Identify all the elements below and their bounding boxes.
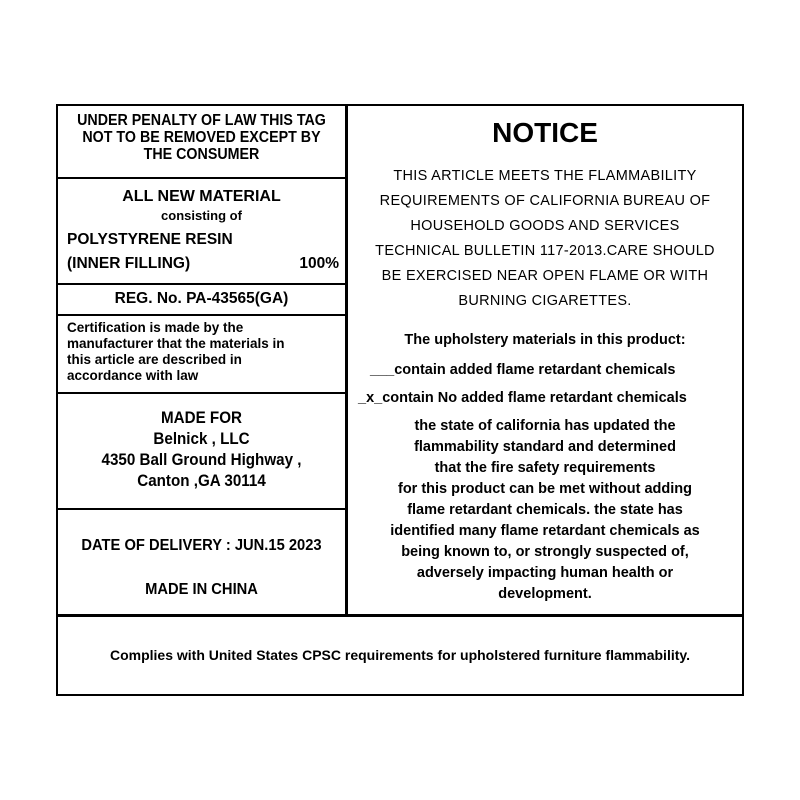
penalty-line: UNDER PENALTY OF LAW THIS TAG — [77, 112, 326, 129]
material-heading: ALL NEW MATERIAL — [122, 188, 281, 205]
horizontal-divider — [58, 614, 742, 617]
notice-line: BURNING CIGARETTES. — [458, 293, 632, 309]
notice-line: TECHNICAL BULLETIN 117-2013.CARE SHOULD — [375, 243, 715, 259]
filling-row — [58, 252, 345, 276]
statement-line: the state of california has updated the — [414, 418, 676, 434]
delivery-date: DATE OF DELIVERY : JUN.15 2023 — [81, 537, 322, 554]
option-added-chemicals — [348, 360, 742, 380]
made-for-line: Canton ,GA 30114 — [137, 472, 266, 490]
left-panel — [58, 106, 345, 614]
penalty-line: NOT TO BE REMOVED EXCEPT BY — [82, 129, 321, 146]
law-tag-label — [56, 104, 744, 696]
made-for-line: 4350 Ball Ground Highway , — [101, 451, 302, 469]
statement-line: development. — [498, 586, 592, 602]
made-for-section — [69, 408, 333, 492]
material-section — [58, 186, 345, 276]
statement-line: for this product can be met without adding — [397, 481, 693, 497]
country-of-origin: MADE IN CHINA — [145, 581, 258, 598]
option-text: contain No added flame retardant chemicals — [382, 390, 687, 406]
material-name: POLYSTYRENE RESIN — [67, 231, 233, 248]
notice-line: REQUIREMENTS OF CALIFORNIA BUREAU OF — [379, 193, 711, 209]
consisting-of-text: consisting of — [161, 208, 242, 223]
penalty-line: THE CONSUMER — [143, 146, 260, 163]
cpsc-compliance-footer: Complies with United States CPSC requirements for upholstered furniture flammability. — [109, 647, 691, 663]
notice-line: BE EXERCISED NEAR OPEN FLAME OR WITH — [381, 268, 709, 284]
divider — [58, 508, 345, 510]
statement-line: flammability standard and determined — [414, 439, 676, 455]
notice-body — [348, 164, 742, 314]
notice-line: HOUSEHOLD GOODS AND SERVICES — [410, 218, 680, 234]
registration-number: REG. No. PA-43565(GA) — [114, 290, 289, 307]
certification-line: accordance with law — [67, 368, 199, 383]
divider — [58, 392, 345, 394]
penalty-warning — [69, 112, 333, 163]
notice-title: NOTICE — [492, 117, 598, 148]
statement-line: that the fire safety requirements — [434, 460, 656, 476]
option-checked-mark: _x_ — [358, 390, 383, 406]
material-name-row — [58, 228, 345, 252]
option-no-added-chemicals — [348, 388, 742, 408]
filling-label: (INNER FILLING) — [67, 255, 191, 272]
made-for-line: MADE FOR — [161, 409, 242, 427]
california-statement — [348, 416, 742, 605]
certification-line: this article are described in — [67, 352, 242, 367]
notice-panel — [348, 106, 742, 614]
divider — [58, 283, 345, 285]
filling-percent: 100% — [299, 255, 339, 272]
made-for-line: Belnick , LLC — [153, 430, 250, 448]
certification-text — [58, 320, 345, 384]
statement-line: identified many flame retardant chemicals as — [390, 523, 700, 539]
option-blank-mark: ___ — [370, 362, 395, 378]
divider — [58, 314, 345, 316]
statement-line: flame retardant chemicals. the state has — [407, 502, 683, 518]
statement-line: adversely impacting human health or — [416, 565, 674, 581]
option-text: contain added flame retardant chemicals — [394, 362, 676, 378]
certification-line: Certification is made by the — [67, 320, 244, 335]
upholstery-heading: The upholstery materials in this product: — [404, 332, 686, 348]
divider — [58, 177, 345, 179]
certification-line: manufacturer that the materials in — [67, 336, 285, 351]
statement-line: being known to, or strongly suspected of, — [401, 544, 689, 560]
notice-line: THIS ARTICLE MEETS THE FLAMMABILITY — [393, 168, 697, 184]
